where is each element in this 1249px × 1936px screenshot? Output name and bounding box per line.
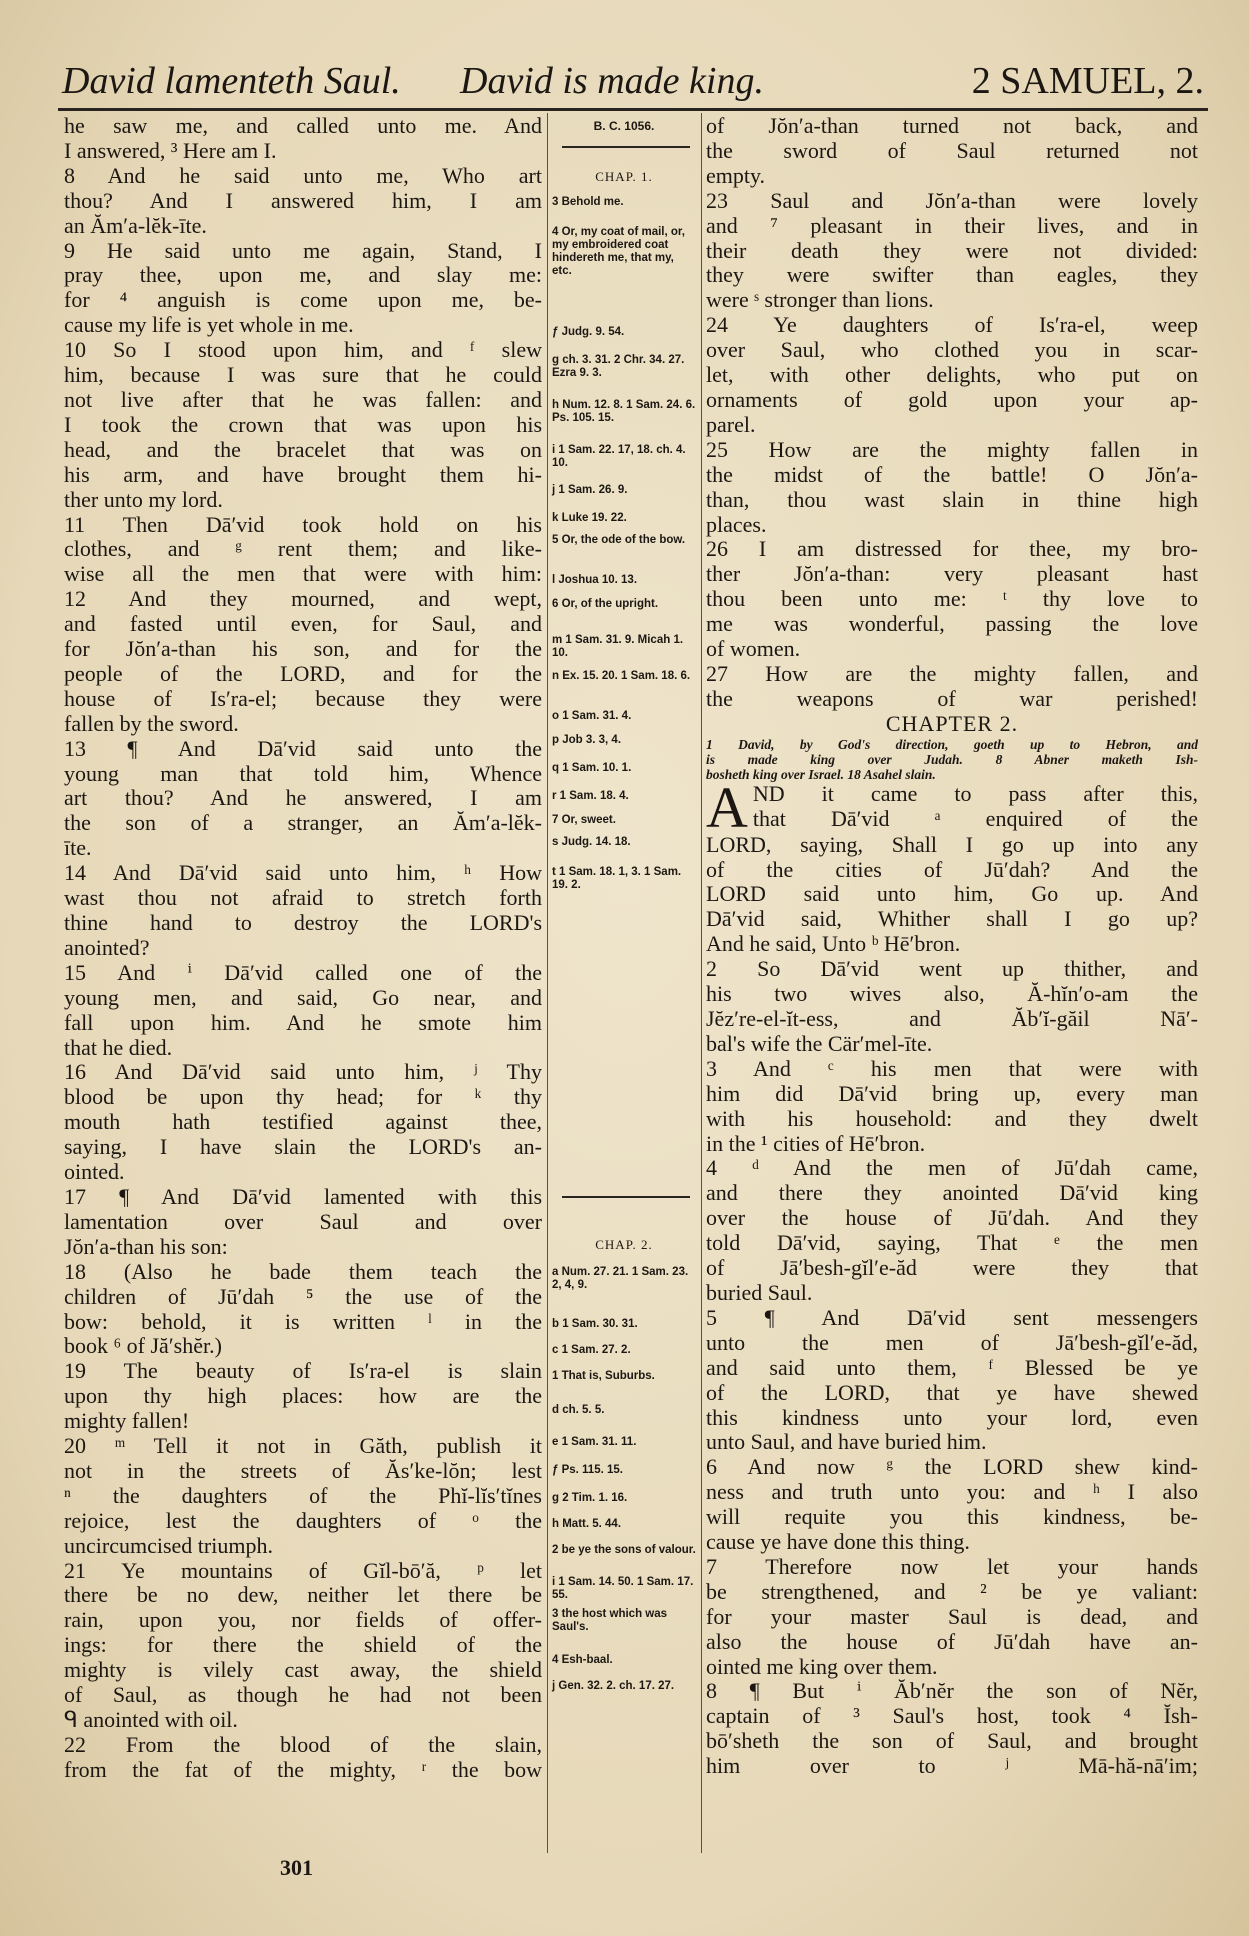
chap2-label: CHAP. 2.	[595, 1237, 653, 1252]
verse-line: blood be upon thy head; for ᵏ thy	[64, 1084, 542, 1110]
verse-line: clothes, and ᵍ rent them; and like-	[64, 536, 542, 562]
verse-line: buried Saul.	[706, 1279, 813, 1305]
cross-reference: t 1 Sam. 18. 1, 3. 1 Sam. 19. 2.	[552, 866, 682, 891]
verse-line: for your master Saul is dead, and	[706, 1603, 1198, 1629]
verse-line: they were swifter than eagles, they	[706, 262, 1198, 288]
verse-line: and there they anointed Dā′vid king	[706, 1180, 1198, 1206]
verse-line: 20 ᵐ Tell it not in Găth, publish it	[64, 1433, 542, 1459]
cross-reference: i 1 Sam. 22. 17, 18. ch. 4. 10.	[552, 444, 686, 469]
verse-line: rejoice, lest the daughters of ᵒ the	[64, 1507, 542, 1533]
verse-line: over Saul, who clothed you in scar-	[706, 337, 1198, 363]
verse-line: unto Saul, and have buried him.	[706, 1429, 987, 1455]
verse-line: 26 I am distressed for thee, my bro-	[706, 536, 1198, 562]
cross-reference: g 2 Tim. 1. 16.	[552, 1492, 628, 1504]
verse-line: he saw me, and called unto me. And	[64, 114, 542, 138]
verse-line: 13 ¶ And Dā′vid said unto the	[64, 735, 542, 761]
verse-line: 5 ¶ And Dā′vid sent messengers	[706, 1304, 1198, 1330]
verse-line: 18 (Also he bade them teach the	[64, 1258, 542, 1284]
cross-reference: 4 Esh-baal.	[552, 1654, 613, 1666]
verse-line: ings: for there the shield of the	[64, 1632, 542, 1658]
cross-reference: r 1 Sam. 18. 4.	[552, 790, 629, 802]
cross-reference: ƒ Judg. 9. 54.	[552, 326, 625, 338]
verse-line: thine hand to destroy the LORD's	[64, 910, 542, 935]
verse-line: people of the LORD, and for the	[64, 660, 542, 686]
cross-reference: h Matt. 5. 44.	[552, 1518, 622, 1530]
verse-line: cause my life is yet whole in me.	[64, 312, 354, 338]
cross-reference: j 1 Sam. 26. 9.	[552, 484, 628, 496]
verse-line: will requite you this kindness, be-	[706, 1504, 1198, 1530]
verse-line: art thou? And he answered, I am	[64, 785, 542, 811]
verse-line: parel.	[706, 411, 756, 437]
verse-line: bow: behold, it is written ˡ in the	[64, 1308, 542, 1334]
verse-line: saying, I have slain the LORD's an-	[64, 1134, 542, 1160]
verse-line: Dā′vid said, Whither shall I go up?	[706, 906, 1198, 932]
verse-line: ointed me king over them.	[706, 1653, 938, 1679]
verse-line: fallen by the sword.	[64, 710, 239, 736]
chapter-heading: CHAPTER 2.	[885, 710, 1019, 736]
verse-line: of women.	[706, 636, 801, 662]
chap-rule	[562, 1196, 690, 1198]
drop-cap-block	[706, 782, 1198, 833]
right-text-column	[706, 114, 1198, 1779]
cross-reference: a Num. 27. 21. 1 Sam. 23. 2, 4, 9.	[552, 1266, 689, 1291]
verse-line: of the LORD, that ye have shewed	[706, 1379, 1198, 1405]
cross-reference: l Joshua 10. 13.	[552, 574, 638, 586]
verse-line: ornaments of gold upon your ap-	[706, 386, 1198, 412]
verse-line: mighty is vilely cast away, the shield	[64, 1657, 542, 1683]
verse-line: 10 So I stood upon him, and ᶠ slew	[64, 337, 542, 363]
verse-line: and said unto them, ᶠ Blessed be ye	[706, 1354, 1198, 1380]
verse-line: Jŏn′a-than his son:	[64, 1233, 228, 1259]
cross-reference: ƒ Ps. 115. 15.	[552, 1464, 623, 1476]
verse-line: head, and the bracelet that was on	[64, 436, 542, 462]
verse-line: 25 How are the mighty fallen in	[706, 436, 1198, 462]
date-label: B. C. 1056.	[593, 119, 655, 133]
verse-line: 12 And they mourned, and wept,	[64, 586, 542, 612]
verse-line: not in the streets of Ăs′ke-lŏn; lest	[64, 1457, 542, 1483]
drop-cap: A	[706, 781, 748, 833]
cross-reference: q 1 Sam. 10. 1.	[552, 762, 632, 774]
header-left: David lamenteth Saul.	[62, 60, 401, 102]
cross-reference: s Judg. 14. 18.	[552, 836, 631, 848]
verse-line: I took the crown that was upon his	[64, 411, 542, 437]
cross-reference: h Num. 12. 8. 1 Sam. 24. 6. Ps. 105. 15.	[552, 399, 696, 424]
verse-line: young man that told him, Whence	[64, 760, 542, 786]
verse-line: bō′sheth the son of Saul, and brought	[706, 1728, 1198, 1754]
verse-line: And he said, Unto ᵇ Hē′bron.	[706, 931, 961, 957]
date-rule	[562, 146, 690, 148]
verse-line: 6 And now ᵍ the LORD shew kind-	[706, 1454, 1198, 1480]
verse-line: 9 He said unto me again, Stand, I	[64, 237, 542, 263]
verse-line: lamentation over Saul and over	[64, 1208, 542, 1234]
verse-line: his arm, and have brought them hi-	[64, 461, 542, 487]
cross-reference: 7 Or, sweet.	[552, 814, 616, 826]
cross-reference: m 1 Sam. 31. 9. Micah 1. 10.	[552, 634, 684, 659]
cross-reference: g ch. 3. 31. 2 Chr. 34. 27. Ezra 9. 3.	[552, 354, 685, 379]
verse-line: not live after that he was fallen: and	[64, 386, 542, 412]
verse-line: were ˢ stronger than lions.	[706, 287, 934, 313]
verse-line: īte.	[64, 835, 92, 861]
verse-line: of the cities of Jū′dah? And the	[706, 856, 1198, 882]
verse-line: an Ăm′a-lĕk-īte.	[64, 212, 207, 238]
verse-line: 27 How are the mighty fallen, and	[706, 660, 1198, 686]
chap1-label: CHAP. 1.	[595, 169, 653, 184]
verse-line: captain of ³ Saul's host, took ⁴ Ĭsh-	[706, 1703, 1198, 1729]
cross-reference: p Job 3. 3, 4.	[552, 734, 622, 746]
verse-line: young men, and said, Go near, and	[64, 984, 542, 1010]
verse-line: me was wonderful, passing the love	[706, 611, 1198, 637]
verse-line: thou been unto me: ᵗ thy love to	[706, 586, 1198, 612]
verse-line: fall upon him. And he smote him	[64, 1009, 542, 1035]
verse-line: of Saul, as though he had not been	[64, 1682, 542, 1708]
verse-line: bal's wife the Cär′mel-īte.	[706, 1030, 933, 1056]
verse-line: 17 ¶ And Dā′vid lamented with this	[64, 1183, 542, 1209]
verse-line: ness and truth unto you: and ʰ I also	[706, 1479, 1198, 1505]
verse-line: 24 Ye daughters of Is′ra-el, weep	[706, 312, 1198, 338]
verse-line: the midst of the battle! O Jŏn′a-	[706, 461, 1198, 487]
verse-line: upon thy high places: how are the	[64, 1383, 542, 1409]
verse-line: the sword of Saul returned not	[706, 137, 1198, 163]
verse-line: 8 ¶ But ⁱ Ăb′nĕr the son of Nĕr,	[706, 1678, 1198, 1704]
cross-reference: c 1 Sam. 27. 2.	[552, 1344, 631, 1356]
cross-reference: b 1 Sam. 30. 31.	[552, 1318, 638, 1330]
verse-line: than, thou wast slain in thine high	[706, 486, 1198, 512]
verse-line: 14 And Dā′vid said unto him, ʰ How	[64, 860, 542, 886]
verse-line: let, with other delights, who put on	[706, 362, 1198, 388]
cross-reference: e 1 Sam. 31. 11.	[552, 1436, 637, 1448]
verse-line: in the ¹ cities of Hē′bron.	[706, 1130, 926, 1156]
verse-line: him over to ʲ Mā-hă-nā′im;	[706, 1753, 1198, 1779]
verse-line: 11 Then Dā′vid took hold on his	[64, 511, 542, 537]
column-divider-left	[547, 113, 548, 1853]
verse-line: 4 ᵈ And the men of Jū′dah came,	[706, 1155, 1198, 1181]
verse-line: ointed.	[64, 1159, 125, 1185]
verse-line: and ⁷ pleasant in their lives, and in	[706, 212, 1198, 238]
verse-line: uncircumcised triumph.	[64, 1532, 273, 1558]
verse-line: ᑫ anointed with oil.	[64, 1707, 238, 1732]
verse-line: 8 And he said unto me, Who art	[64, 162, 542, 188]
chapter-summary-line: 1 David, by God's direction, goeth up to Hebron, and	[706, 736, 1198, 752]
verse-line: mouth hath testified against thee,	[64, 1109, 542, 1135]
verse-line: their death they were not divided:	[706, 237, 1198, 263]
verse-line: 23 Saul and Jŏn′a-than were lovely	[706, 187, 1198, 213]
verse-line: LORD, saying, Shall I go up into any	[706, 831, 1198, 857]
verse-line: anointed?	[64, 934, 150, 960]
verse-line: 15 And ⁱ Dā′vid called one of the	[64, 959, 542, 985]
header-right: 2 SAMUEL, 2.	[971, 60, 1204, 102]
header-rule	[58, 108, 1208, 111]
verse-line: of Jŏn′a-than turned not back, and	[706, 114, 1198, 138]
cross-reference: n Ex. 15. 20. 1 Sam. 18. 6.	[552, 670, 691, 682]
verse-line: children of Jū′dah ⁵ the use of the	[64, 1283, 542, 1309]
cross-reference: o 1 Sam. 31. 4.	[552, 710, 632, 722]
verse-line: 22 From the blood of the slain,	[64, 1731, 542, 1757]
verse-line: from the fat of the mighty, ʳ the bow	[64, 1756, 542, 1782]
verse-line: mighty fallen!	[64, 1408, 190, 1434]
verse-line: pray thee, upon me, and slay me:	[64, 262, 542, 288]
verse-line: cause ye have done this thing.	[706, 1529, 970, 1555]
verse-line: Jĕz′re-el-ĭt-ess, and Ăb′ĭ-găil Nā′-	[706, 1006, 1198, 1031]
cross-reference: 3 the host which was Saul's.	[552, 1608, 668, 1633]
verse-line: of Jā′besh-gĭl′e-ăd were they that	[706, 1255, 1198, 1281]
verse-line: that he died.	[64, 1034, 173, 1060]
verse-line: empty.	[706, 162, 766, 188]
cross-reference: 5 Or, the ode of the bow.	[552, 534, 686, 546]
verse-line: ⁿ the daughters of the Phĭ-lĭs′tĭnes	[64, 1482, 542, 1508]
verse-line: also the house of Jū′dah have an-	[706, 1628, 1198, 1654]
verse-line: I answered, ³ Here am I.	[64, 137, 277, 163]
cross-reference: d ch. 5. 5.	[552, 1404, 605, 1416]
verse-line: him did Dā′vid bring up, every man	[706, 1080, 1198, 1106]
verse-line: over the house of Jū′dah. And they	[706, 1205, 1198, 1231]
chapter-summary-line: bosheth king over Israel. 18 Asahel slain.	[706, 766, 936, 782]
verse-line: there be no dew, neither let there be	[64, 1582, 542, 1608]
verse-line: 3 And ᶜ his men that were with	[706, 1055, 1198, 1081]
column-divider-right	[701, 113, 702, 1853]
chapter-summary-line: is made king over Judah. 8 Abner maketh Ish-	[706, 751, 1198, 767]
verse-line: places.	[706, 511, 767, 537]
verse-line: 21 Ye mountains of Gĭl-bō′ă, ᵖ let	[64, 1557, 542, 1583]
verse-line: house of Is′ra-el; because they were	[64, 685, 542, 711]
verse-line: be strengthened, and ² be ye valiant:	[706, 1578, 1198, 1604]
cross-reference: i 1 Sam. 14. 50. 1 Sam. 17. 55.	[552, 1576, 694, 1601]
verse-line: 16 And Dā′vid said unto him, ʲ Thy	[64, 1059, 542, 1085]
verse-line: for Jŏn′a-than his son, and for the	[64, 636, 542, 662]
verse-line: unto the men of Jā′besh-gĭl′e-ăd,	[706, 1329, 1198, 1355]
verse-line: him, because I was sure that he could	[64, 362, 542, 388]
cross-reference: k Luke 19. 22.	[552, 512, 627, 524]
verse-line: ND it came to pass after this,	[752, 781, 1198, 806]
page-number: 301	[280, 1855, 313, 1880]
verse-line: for ⁴ anguish is come upon me, be-	[64, 287, 542, 313]
verse-line: the son of a stranger, an Ăm′a-lĕk-	[64, 810, 542, 836]
left-text-column	[64, 114, 542, 1783]
verse-line: rain, upon you, nor fields of offer-	[64, 1607, 542, 1633]
cross-reference: 4 Or, my coat of mail, or, my embroidered coat hindereth me, that my, etc.	[552, 226, 685, 277]
verse-line: ther Jŏn′a-than: very pleasant hast	[706, 561, 1198, 587]
verse-line: 7 Therefore now let your hands	[706, 1553, 1198, 1579]
verse-line: this kindness unto your lord, even	[706, 1404, 1198, 1430]
verse-line: 19 The beauty of Is′ra-el is slain	[64, 1358, 542, 1384]
verse-line: book ⁶ of Jă′shĕr.)	[64, 1333, 222, 1359]
verse-line: wise all the men that were with him:	[64, 561, 542, 587]
verse-line: 2 So Dā′vid went up thither, and	[706, 956, 1198, 982]
running-header	[62, 58, 1204, 104]
header-middle: David is made king.	[460, 60, 764, 102]
verse-line: LORD said unto him, Go up. And	[706, 881, 1198, 907]
verse-line: with his household: and they dwelt	[706, 1105, 1198, 1131]
cross-reference: 3 Behold me.	[552, 196, 624, 208]
cross-reference: 1 That is, Suburbs.	[552, 1370, 655, 1382]
cross-reference: 6 Or, of the upright.	[552, 598, 659, 610]
verse-line: ther unto my lord.	[64, 486, 223, 512]
verse-line: that Dā′vid ᵃ enquired of the	[752, 805, 1198, 831]
verse-line: wast thou not afraid to stretch forth	[64, 885, 542, 911]
verse-line: his two wives also, Ă-hĭn′o-am the	[706, 981, 1198, 1007]
verse-line: and fasted until even, for Saul, and	[64, 611, 542, 637]
verse-line: the weapons of war perished!	[706, 685, 1198, 711]
cross-reference: j Gen. 32. 2. ch. 17. 27.	[552, 1680, 675, 1692]
verse-line: thou? And I answered him, I am	[64, 187, 542, 213]
verse-line: told Dā′vid, saying, That ᵉ the men	[706, 1230, 1198, 1256]
cross-reference: 2 be ye the sons of valour.	[552, 1544, 696, 1556]
